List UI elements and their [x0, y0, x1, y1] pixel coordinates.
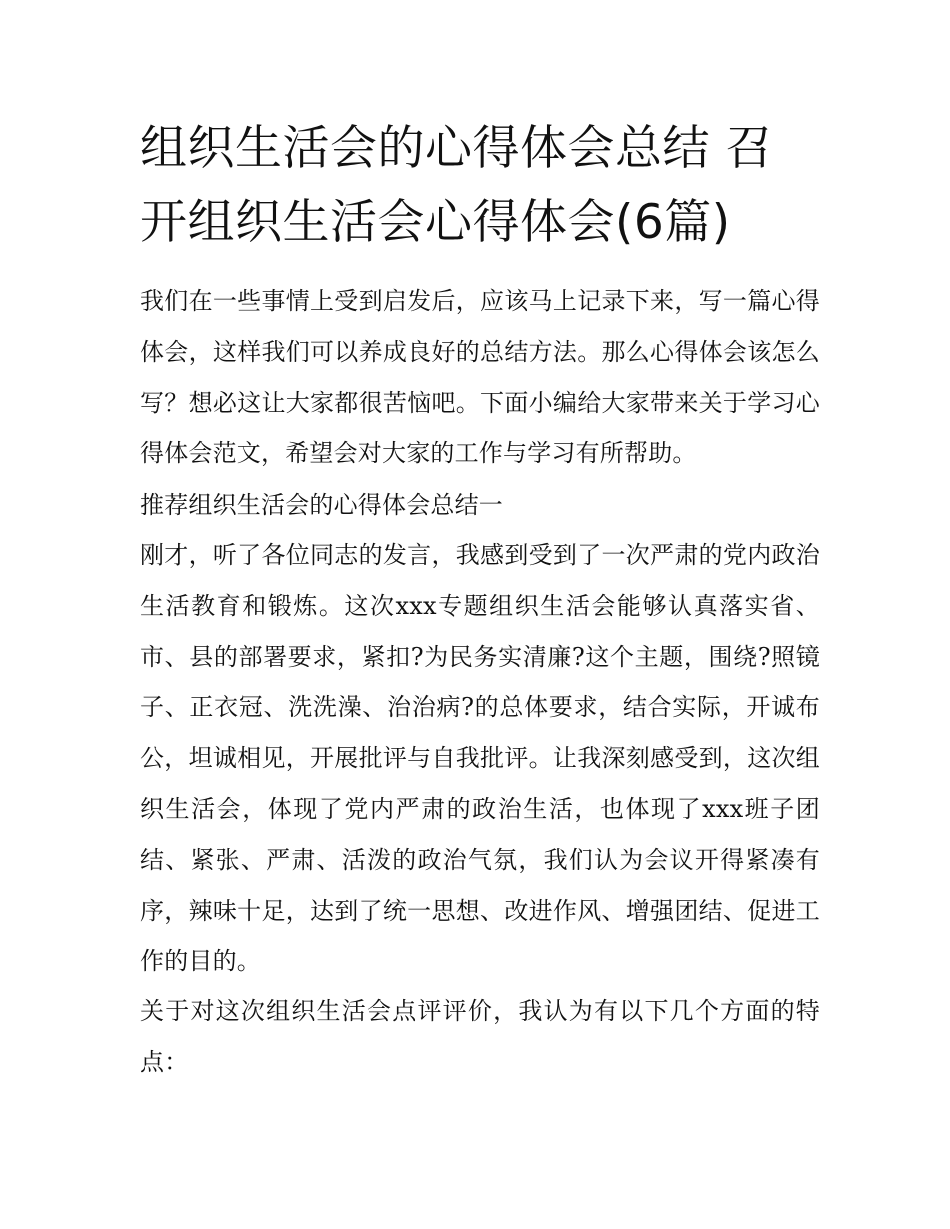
section-heading: 推荐组织生活会的心得体会总结一: [140, 491, 503, 519]
body-paragraph-1: 刚才，听了各位同志的发言，我感到受到了一次严肃的党内政治生活教育和锻炼。这次xxx专题组织生活会能够认真落实省、市、县的部署要求，紧扣?为民务实清廉?这个主题，围绕?照镜子、正衣冠、洗洗澡、治治病?的总体要求，结合实际，开诚布公，坦诚相见，开展批评与自我批评。让我深刻感受到，这次组织生活会，体现了党内严肃的政治生活，也体现了xxx班子团结、紧张、严肃、活泼的政治气氛，我们认为会议开得紧凑有序，辣味十足，达到了统一思想、改进作风、增强团结、促进工作的目的。: [140, 541, 820, 976]
intro-paragraph: 我们在一些事情上受到启发后，应该马上记录下来，写一篇心得体会，这样我们可以养成良好的总结方法。那么心得体会该怎么写？想必这让大家都很苦恼吧。下面小编给大家带来关于学习心得体会范文，希望会对大家的工作与学习有所帮助。: [140, 287, 820, 468]
body-paragraph-2: 关于对这次组织生活会点评评价，我认为有以下几个方面的特点：: [140, 997, 820, 1076]
document-title: 组织生活会的心得体会总结 召开组织生活会心得体会(6篇): [140, 121, 773, 250]
